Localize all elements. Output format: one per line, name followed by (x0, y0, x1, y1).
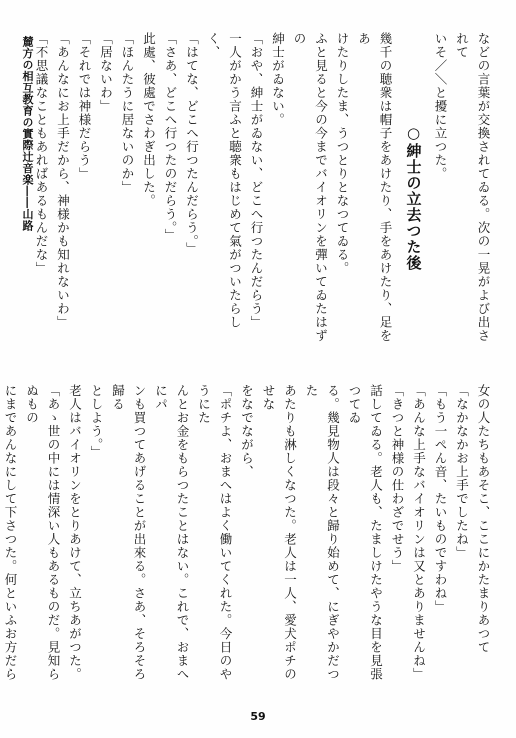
text-line: 「あんなにお上手だから、神様かも知れないわ」 (55, 32, 71, 329)
text-line: 「あゝ世の中には情深い人もあるものだ。見知らぬもの (24, 384, 61, 681)
text-line: 「それでは神様だらう」 (77, 32, 92, 181)
text-line: 「はてな、どこへ行つたんだらう。」 (184, 32, 200, 256)
running-head: 麓方の相互教育の實際辻音楽――山路 (21, 36, 34, 232)
text-line: ンも買つてあげることが出來る。さあ、そろそろ歸る (110, 384, 147, 681)
text-line: 「もう一ぺん音、たいものですわね」 (433, 384, 448, 614)
text-line: 「ほんたうに居ないのか」 (120, 32, 135, 194)
lower-text-block (0, 384, 494, 692)
section-heading: ○紳士の立去つた後 (404, 124, 423, 271)
text-line: 「あんな上手なバイオリンは又とありませんね」 (411, 384, 427, 681)
text-line: ふと見ると今の今までバイオリンを彈いてゐたはずの (292, 32, 329, 343)
text-line: 幾千の聴衆は帽子をあけたり、手をあけたり、足をあ (356, 32, 393, 343)
text-line: 話してゐる。老人も、たましけたやうな目を見張つてゐ (347, 384, 384, 681)
text-line: 此處、彼處でさわぎ出した。 (141, 32, 157, 208)
text-line: 「さあ、どこへ行つたのだらう。」 (163, 32, 178, 242)
text-line: 紳士がゐない。 (270, 32, 286, 127)
text-line: けたりしたま、うつとりとなつてゐる。 (335, 32, 350, 275)
text-line: 女の人たちもあそこ、ここにかたまりあつて (476, 384, 491, 654)
text-line: あたりも淋しくなつた。老人は一人、愛犬ポチのせな (261, 384, 298, 681)
text-line: などの言葉が交換されてゐる。次の一晃がよび出されて (454, 32, 491, 343)
text-line: 「不思議なこともあればあるもんだな」 (34, 32, 49, 275)
text-line: いそ／＼と擾に立つた。 (433, 32, 448, 181)
page-number: 59 (250, 710, 266, 723)
text-line: る。幾見物人は段々と歸り始めて、にぎやかだつた (304, 384, 341, 681)
text-line: んとお金をもらつたことはない。これで、おまへにパ (153, 384, 190, 681)
text-line: 「居ないわ」 (98, 32, 114, 113)
text-line: としよう。」 (89, 384, 104, 459)
text-line: 「おや、紳士がゐない、どこへ行つたんだらう」 (249, 32, 264, 329)
upper-text-block (31, 32, 495, 350)
text-line: 「なかなかお上手でしたね」 (454, 384, 470, 560)
text-line: 老人はバイオリンをとりあけて、立ちあがつた。 (67, 384, 83, 681)
text-line: にまであんなにして下さつた。何といふお方だら (3, 384, 18, 681)
text-line: をなでながら、 (239, 384, 255, 479)
text-line: 「きつと神様の仕わざでせう」 (390, 384, 405, 573)
text-line: 一人がかう言ふと聴衆もはじめて氣がついたらしく、 (206, 32, 243, 329)
text-line: 「ポチよ、おまへはよく働いてくれた。今日のやうにた (196, 384, 233, 681)
